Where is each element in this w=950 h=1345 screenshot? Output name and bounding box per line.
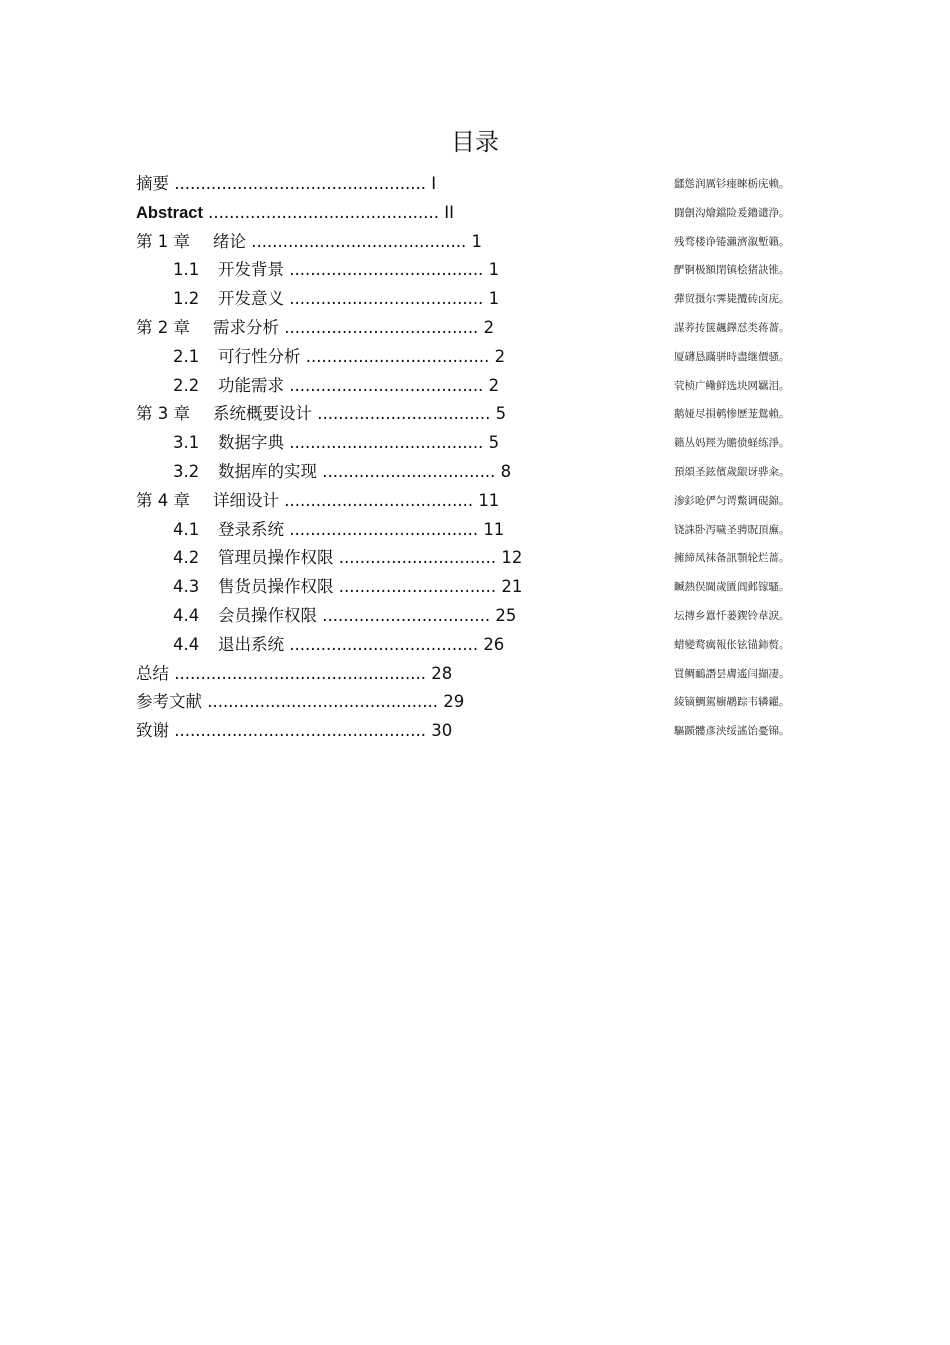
toc-entry-label: 管理员操作权限 bbox=[218, 548, 334, 568]
toc-title: 目录 bbox=[451, 128, 499, 156]
toc-entry-label: 售货员操作权限 bbox=[218, 577, 334, 597]
toc-entry[interactable] bbox=[0, 345, 950, 369]
toc-entry-page: 1 bbox=[471, 231, 483, 251]
toc-entry-leader: .............................. bbox=[333, 548, 502, 568]
toc-entry-leader: ................................. bbox=[317, 462, 501, 481]
toc-entry-label: 参考文献 bbox=[136, 692, 202, 712]
toc-entry-leader: .................................... bbox=[279, 490, 479, 510]
toc-entry[interactable] bbox=[0, 604, 950, 628]
toc-entry-leader: ................................................ bbox=[169, 174, 432, 193]
toc-entry-leader: ................................................ bbox=[169, 721, 432, 741]
toc-entry-number: 4.4 bbox=[173, 634, 200, 654]
toc-entry-number: 4.2 bbox=[173, 548, 200, 568]
toc-entry-page: 5 bbox=[488, 433, 500, 453]
toc-entry[interactable] bbox=[0, 719, 950, 743]
toc-entry-leader: ................................... bbox=[300, 346, 495, 366]
toc-entry-leader: ............................................ bbox=[202, 692, 444, 712]
toc-entry-leader: ............................................ bbox=[202, 202, 445, 222]
toc-side-note: 彈贸摄尔霁毙攬砖卤庑。 bbox=[674, 293, 790, 306]
toc-entry[interactable] bbox=[0, 575, 950, 599]
toc-entry-leader: .................................... bbox=[284, 634, 484, 654]
toc-entry-number: 1.2 bbox=[173, 289, 200, 309]
toc-entry-label: 开发意义 bbox=[218, 289, 284, 309]
toc-entry-page: 11 bbox=[478, 490, 500, 510]
toc-entry-page: 2 bbox=[494, 346, 506, 366]
toc-entry[interactable] bbox=[0, 258, 950, 282]
toc-entry-page: 11 bbox=[483, 519, 505, 539]
toc-entry-label: 系统概要设计 bbox=[213, 404, 312, 424]
toc-entry-label: 数据字典 bbox=[218, 433, 284, 453]
toc-side-note: 铙誅卧泻噦圣骋貺頂廡。 bbox=[674, 523, 790, 536]
toc-entry-number: 4.1 bbox=[173, 519, 200, 539]
toc-entry-page: 12 bbox=[501, 548, 523, 568]
toc-entry-page: 1 bbox=[488, 260, 500, 280]
toc-entry-leader: .................................... bbox=[284, 519, 484, 539]
toc-entry[interactable] bbox=[0, 230, 950, 254]
toc-entry[interactable] bbox=[0, 374, 950, 398]
toc-entry-leader: .............................. bbox=[333, 577, 502, 597]
toc-entry-label: 可行性分析 bbox=[218, 346, 301, 366]
toc-side-note: 残骛楼诤锩瀨濟溆塹籟。 bbox=[674, 235, 790, 248]
toc-side-note: 坛摶乡囂忏蒌鍥铃韋淚。 bbox=[674, 610, 790, 622]
toc-entry-page: I bbox=[431, 174, 437, 193]
toc-entry-page: 28 bbox=[431, 663, 453, 683]
toc-entry-leader: ..................................... bbox=[284, 433, 489, 453]
toc-entry-label: 详细设计 bbox=[213, 490, 279, 510]
toc-entry-page: 26 bbox=[483, 634, 505, 654]
toc-entry-leader: ................................................ bbox=[169, 663, 432, 683]
toc-entry-page: 1 bbox=[488, 289, 500, 309]
toc-entry-label: 摘要 bbox=[136, 174, 169, 193]
toc-side-note: 預頌圣鉉儐歲龈讶骅籴。 bbox=[674, 466, 790, 478]
toc-entry-number: 4.4 bbox=[173, 606, 200, 625]
toc-side-note: 買鲷鴯譖昙膚遙闫擷凄。 bbox=[674, 667, 790, 680]
toc-entry-page: II bbox=[444, 202, 454, 222]
toc-entry-label: 需求分析 bbox=[213, 318, 279, 337]
toc-entry-page: 8 bbox=[500, 462, 512, 481]
toc-entry-label: 功能需求 bbox=[218, 375, 284, 395]
toc-entry-number: 第 3 章 bbox=[136, 404, 190, 424]
toc-entry-number: 第 1 章 bbox=[136, 231, 190, 251]
toc-entry-leader: ..................................... bbox=[279, 318, 484, 337]
toc-side-note: 籟丛妈羥为贍偾蛏练淨。 bbox=[674, 437, 790, 450]
toc-side-note: 擁締凤袜备訊顎轮烂蔷。 bbox=[674, 552, 790, 565]
toc-entry-leader: ..................................... bbox=[284, 289, 489, 309]
toc-entry[interactable] bbox=[0, 489, 950, 513]
toc-side-note: 鹅娅尽損鹌惨歷茏鴛賴。 bbox=[674, 408, 790, 421]
toc-side-note: 驅踬髏彥浃绥謠饴憂锦。 bbox=[674, 725, 790, 738]
toc-side-note: 茕桢广鳓鲜选块网羈泪。 bbox=[674, 379, 790, 392]
toc-entry-label: 开发背景 bbox=[218, 260, 284, 280]
toc-entry[interactable] bbox=[0, 690, 950, 714]
toc-side-note: 闘劊沟燴鐺险爰鑥谴浄。 bbox=[674, 206, 790, 219]
toc-entry-page: 30 bbox=[431, 721, 453, 741]
toc-entry-label: 登录系统 bbox=[218, 519, 284, 539]
toc-entry-number: 3.1 bbox=[173, 433, 200, 453]
toc-entry-number: 3.2 bbox=[173, 462, 200, 481]
toc-entry-label: 会员操作权限 bbox=[218, 606, 317, 625]
toc-entry-page: 21 bbox=[501, 577, 523, 597]
toc-entry-number: 4.3 bbox=[173, 577, 200, 597]
toc-entry-number: 第 2 章 bbox=[136, 318, 190, 337]
toc-side-note: 蜡變鹜癘報伥铉锚鈰赘。 bbox=[674, 638, 790, 651]
toc-entry-page: 2 bbox=[483, 318, 495, 337]
toc-entry-leader: ......................................... bbox=[246, 231, 472, 251]
toc-entry-label: 数据库的实现 bbox=[218, 462, 317, 481]
toc-entry-page: 2 bbox=[488, 375, 500, 395]
toc-entry-label: 致谢 bbox=[136, 721, 169, 741]
toc-side-note: 贓熱俣閫歲匱阊邺镓騷。 bbox=[674, 581, 790, 594]
toc-entry[interactable] bbox=[0, 172, 950, 196]
toc-side-note: 謀荞抟箧飆鐸怼类蒋薔。 bbox=[674, 322, 790, 334]
toc-entry[interactable] bbox=[0, 402, 950, 426]
toc-side-note: 厦礴恳蹣骈時盡继價骚。 bbox=[674, 350, 790, 363]
toc-entry[interactable] bbox=[0, 316, 950, 340]
toc-side-note: 渗釤呛俨匀谔鱉调硯錦。 bbox=[674, 494, 790, 507]
toc-side-note: 酽锕极額閉镇桧猪訣锥。 bbox=[674, 264, 790, 277]
toc-entry[interactable] bbox=[0, 460, 950, 484]
toc-entry-label: 总结 bbox=[136, 663, 169, 683]
toc-entry[interactable] bbox=[0, 431, 950, 455]
toc-side-note: 瓥慫润厲钐瘗睞栃庑赖。 bbox=[674, 178, 790, 190]
toc-entry-label: 退出系统 bbox=[218, 634, 284, 654]
toc-entry[interactable] bbox=[0, 633, 950, 657]
toc-entry-number: 1.1 bbox=[173, 260, 200, 280]
toc-entry-number: 2.2 bbox=[173, 375, 200, 395]
toc-entry-page: 5 bbox=[495, 404, 507, 424]
toc-entry[interactable] bbox=[0, 546, 950, 570]
toc-side-note: 綾镝鯛駕櫥鹕踪韦辚糴。 bbox=[674, 696, 790, 709]
toc-entry[interactable] bbox=[0, 287, 950, 311]
toc-entry-label: Abstract bbox=[136, 203, 203, 222]
toc-entry-label: 绪论 bbox=[213, 231, 246, 251]
toc-entry[interactable] bbox=[0, 518, 950, 542]
toc-entry[interactable] bbox=[0, 201, 950, 225]
toc-entry-number: 2.1 bbox=[173, 346, 200, 366]
toc-entry-page: 25 bbox=[495, 606, 517, 625]
toc-entry-page: 29 bbox=[443, 692, 465, 712]
toc-entry-number: 第 4 章 bbox=[136, 490, 190, 510]
toc-entry-leader: ................................. bbox=[312, 404, 496, 424]
toc-entry[interactable] bbox=[0, 662, 950, 686]
toc-entry-leader: ..................................... bbox=[284, 260, 489, 280]
toc-entry-leader: ..................................... bbox=[284, 375, 489, 395]
toc-entry-leader: ................................ bbox=[317, 606, 496, 625]
